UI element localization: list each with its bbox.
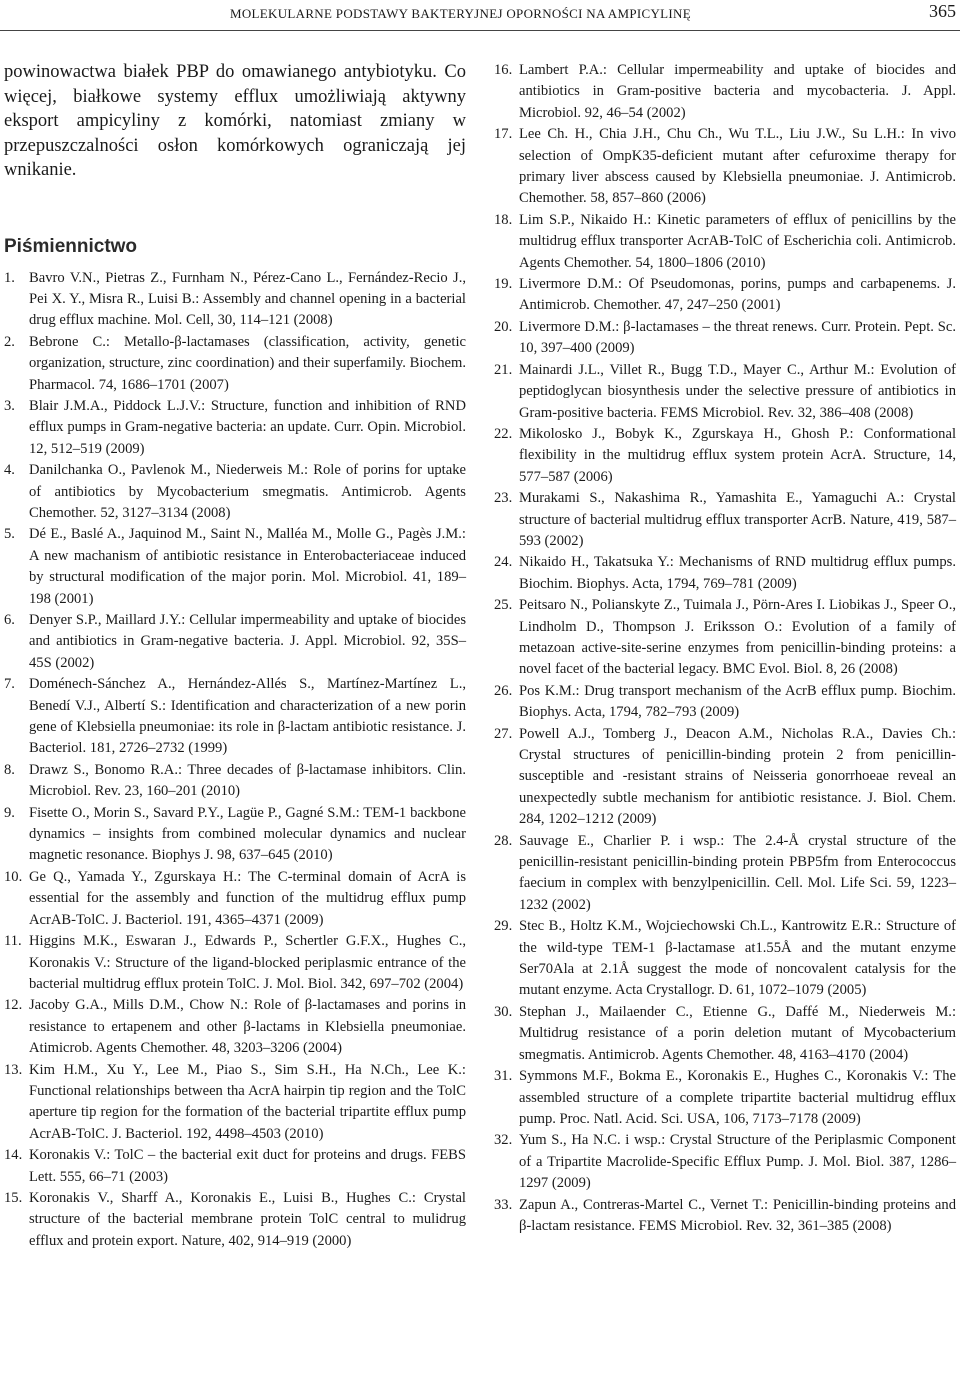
reference-text: Murakami S., Nakashima R., Yamashita E., Yamaguchi A.: Crystal structure of bacterial multidrug efflux transporter AcrB. Nature, 419, 587–593 (2002) <box>519 490 956 549</box>
reference-number: 3. <box>4 397 15 414</box>
reference-item <box>494 488 956 552</box>
reference-text: Nikaido H., Takatsuka Y.: Mechanisms of RND multidrug efflux pumps. Biochim. Biophys. Acta, 1794, 769–781 (2009) <box>519 554 956 592</box>
reference-item <box>494 595 956 681</box>
reference-item <box>4 995 466 1059</box>
reference-text: Pos K.M.: Drug transport mechanism of the AcrB efflux pump. Biochim. Biophys. Acta, 1794, 782–793 (2009) <box>519 682 956 721</box>
reference-text: Lim S.P., Nikaido H.: Kinetic parameters of efflux of penicillins by the multidrug efflux transporter AcrAB-TolC of Escherichia coli. Antimicrob. Agents Chemother. 54, 1800–1806 (2010) <box>519 211 956 271</box>
reference-number: 14. <box>4 1147 23 1164</box>
reference-item <box>494 317 956 360</box>
reference-number: 26. <box>494 682 513 699</box>
reference-number: 9. <box>4 804 15 821</box>
reference-item <box>4 268 466 332</box>
reference-item <box>4 760 466 803</box>
reference-item <box>4 460 466 524</box>
reference-number: 31. <box>494 1068 513 1085</box>
reference-text: Lambert P.A.: Cellular impermeability and uptake of biocides and antibiotics in Gram-positive bacteria and mycobacteria. J. Appl. Microbiol. 92, 46–54 (2002) <box>519 62 956 121</box>
reference-number: 8. <box>4 761 15 778</box>
reference-item <box>494 1002 956 1066</box>
reference-text: Peitsaro N., Polianskyte Z., Tuimala J., Pörn-Ares I. Liobikas J., Speer O., Lindholm D., Thompson J. Eriksson O.: Evolution of a family of metazoan active-site-serine enzymes from penicillin-binding proteins: a novel facet of the bacterial legacy. BMC Evol. Biol. 8, 26 (2008) <box>519 597 956 678</box>
reference-text: Koronakis V.: TolC – the bacterial exit duct for proteins and drugs. FEBS Lett. 555, 66–71 (2003) <box>29 1147 466 1185</box>
reference-item <box>494 831 956 917</box>
reference-number: 16. <box>494 62 513 78</box>
left-column <box>4 60 466 1252</box>
reference-text: Symmons M.F., Bokma E., Koronakis E., Hughes C., Koronakis V.: The assembled structure of a complete tripartite bacterial multidrug efflux pump. Proc. Natl. Acid. Sci. USA, 106, 7173–7178 (2009) <box>519 1068 956 1127</box>
reference-text: Drawz S., Bonomo R.A.: Three decades of β-lactamase inhibitors. Clin. Microbiol. Rev. 23, 160–201 (2010) <box>29 761 466 800</box>
reference-number: 18. <box>494 211 513 228</box>
reference-text: Denyer S.P., Maillard J.Y.: Cellular impermeability and uptake of biocides and antibiotics in Gram-negative bacteria. J. Appl. Microbiol. 92, 35S–45S (2002) <box>29 612 466 671</box>
reference-item <box>4 674 466 760</box>
reference-number: 27. <box>494 725 513 742</box>
reference-number: 4. <box>4 462 15 479</box>
reference-number: 5. <box>4 526 15 543</box>
reference-number: 11. <box>4 933 22 950</box>
reference-text: Ge Q., Yamada Y., Zgurskaya H.: The C-terminal domain of AcrA is essential for the assembly and function of the multidrug efflux pump AcrAB-TolC. J. Bacteriol. 191, 4365–4371 (2009) <box>29 868 466 928</box>
reference-text: Koronakis V., Sharff A., Koronakis E., Luisi B., Hughes C.: Crystal structure of the bacterial membrane protein TolC central to mulidrug efflux and protein export. Nature, 402, 914–919 (2000) <box>29 1189 466 1249</box>
reference-number: 33. <box>494 1196 513 1213</box>
right-column <box>494 60 956 1237</box>
reference-number: 30. <box>494 1003 513 1020</box>
reference-text: Kim H.M., Xu Y., Lee M., Piao S., Sim S.H., Ha N.Ch., Lee K.: Functional relationships between tha AcrA hairpin tip region and the TolC aperture tip region for the formation of the bacterial tripartite efflux pump AcrAB-TolC. J. Bacteriol. 192, 4498–4503 (2010) <box>29 1061 466 1142</box>
reference-text: Fisette O., Morin S., Savard P.Y., Lagüe P., Gagné S.M.: TEM-1 backbone dynamics – insights from combined molecular dynamics and nuclear magnetic resonance. Biophys J. 98, 637–645 (2010) <box>29 804 466 864</box>
reference-text: Higgins M.K., Eswaran J., Edwards P., Schertler G.F.X., Hughes C., Koronakis V.: Structure of the ligand-blocked periplasmic entrance of the bacterial multidrug efflux protein TolC. J. Mol. Biol. 342, 697–702 (2004) <box>29 933 466 992</box>
reference-item <box>4 524 466 610</box>
reference-text: Danilchanka O., Pavlenok M., Niederweis M.: Role of porins for uptake of antibiotics by Mycobacterium smegmatis. Antimicrob. Agents Chemother. 52, 3127–3134 (2008) <box>29 462 466 521</box>
reference-text: Stec B., Holtz K.M., Wojciechowski Ch.L., Kantrowitz E.R.: Structure of the wild-type TEM-1 β-lactamase at1.55Å and the mutant enzyme Ser70Ala at 2.1Å suggest the mode of noncovalent catalysis for the mutant enzyme. Acta Crystallogr. D. 61, 1072–1079 (2005) <box>519 918 956 999</box>
reference-list-right <box>494 60 956 1237</box>
reference-number: 21. <box>494 361 513 378</box>
reference-number: 15. <box>4 1189 23 1206</box>
reference-text: Bebrone C.: Metallo-β-lactamases (classification, activity, genetic organization, structure, zinc coordination) and their superfamily. Biochem. Pharmacol. 74, 1686–1701 (2007) <box>29 333 466 393</box>
reference-number: 32. <box>494 1132 513 1149</box>
reference-item <box>494 360 956 424</box>
reference-item <box>494 552 956 595</box>
reference-number: 19. <box>494 276 513 293</box>
intro-paragraph: powinowactwa białek PBP do omawianego antybiotyku. Co więcej, białkowe systemy efflux umożliwiają aktywny eksport ampicyliny z komórki, natomiast zmiany w przepuszczalności osłon komórkowych ograniczają jej wnikanie. <box>4 62 466 180</box>
reference-item <box>494 124 956 210</box>
reference-item <box>494 210 956 274</box>
reference-number: 10. <box>4 868 23 885</box>
reference-item <box>494 60 956 124</box>
reference-number: 6. <box>4 612 15 628</box>
reference-text: Jacoby G.A., Mills D.M., Chow N.: Role of β-lactamases and porins in resistance to ertapenem and other β-lactams in Klebsiella pneumoniae. Atimicrob. Agents Chemother. 48, 3203–3206 (2004) <box>29 997 466 1057</box>
reference-item <box>4 867 466 931</box>
reference-list-left <box>4 268 466 1253</box>
reference-number: 20. <box>494 318 513 335</box>
reference-item <box>4 1060 466 1146</box>
reference-text: Livermore D.M.: β-lactamases – the threat renews. Curr. Protein. Pept. Sc. 10, 397–400 (2009) <box>519 318 956 357</box>
reference-number: 28. <box>494 832 513 849</box>
reference-number: 2. <box>4 333 15 350</box>
header-rule <box>0 30 960 31</box>
reference-number: 24. <box>494 554 513 571</box>
reference-text: Yum S., Ha N.C. i wsp.: Crystal Structure of the Periplasmic Component of a Tripartite Macrolide-Specific Efflux Pump. J. Mol. Biol. 387, 1286–1297 (2009) <box>519 1132 956 1192</box>
reference-item <box>4 1145 466 1188</box>
reference-item <box>494 424 956 488</box>
section-heading: Piśmiennictwo <box>4 235 138 257</box>
reference-text: Doménech-Sánchez A., Hernández-Allés S., Martínez-Martínez L., Benedí V.J., Albertí S.: Identification and characterization of a new porin gene of Klebsiella pneumoniae: its role in β-lactam antibiotic resistance. J. Bacteriol. 181, 2726–2732 (1999) <box>29 676 466 757</box>
reference-number: 12. <box>4 997 23 1014</box>
reference-text: Stephan J., Mailaender C., Etienne G., Daffé M., Niederweis M.: Multidrug resistance of a porin deletion mutant of Mycobacterium smegmatis. Antimicrob. Agents Chemother. 48, 4163–4170 (2004) <box>519 1003 956 1063</box>
reference-text: Sauvage E., Charlier P. i wsp.: The 2.4-Å crystal structure of the penicillin-resistant penicillin-binding protein PBP5fm from Enterococcus faecium in complex with benzylpenicillin. Cell. Mol. Life Sci. 59, 1223–1232 (2002) <box>519 832 956 913</box>
reference-text: Livermore D.M.: Of Pseudomonas, porins, pumps and carbapenems. J. Antimicrob. Chemother. 47, 247–250 (2001) <box>519 276 956 314</box>
reference-text: Mikolosko J., Bobyk K., Zgurskaya H., Ghosh P.: Conformational flexibility in the multidrug efflux system protein AcrA. Structure, 14, 577–587 (2006) <box>519 425 956 485</box>
reference-text: Zapun A., Contreras-Martel C., Vernet T.: Penicillin-binding proteins and β-lactam resistance. FEMS Microbiol. Rev. 32, 361–385 (2008) <box>519 1196 956 1234</box>
reference-item <box>494 1195 956 1238</box>
reference-text: Mainardi J.L., Villet R., Bugg T.D., Mayer C., Arthur M.: Evolution of peptidoglycan biosynthesis under the selective pressure of antibiotics in Gram-positive bacteria. FEMS Microbiol. Rev. 32, 386–408 (2008) <box>519 361 956 421</box>
reference-item <box>4 610 466 674</box>
reference-item <box>4 332 466 396</box>
running-title: MOLEKULARNE PODSTAWY BAKTERYJNEJ OPORNOŚCI NA AMPICYLINĘ <box>230 6 691 21</box>
reference-item <box>494 1066 956 1130</box>
page-header <box>0 0 960 38</box>
reference-text: Dé E., Baslé A., Jaquinod M., Saint N., Malléa M., Molle G., Pagès J.M.: A new machanism of antibiotic resistance in Enterobacteriaceae induced by structural modification of the major porin. Mol. Microbiol. 41, 189–198 (2001) <box>29 526 466 607</box>
reference-number: 1. <box>4 269 15 286</box>
reference-number: 13. <box>4 1061 23 1078</box>
reference-text: Blair J.M.A., Piddock L.J.V.: Structure, function and inhibition of RND efflux pumps in Gram-negative bacteria: an update. Curr. Opin. Microbiol. 12, 512–519 (2009) <box>29 397 466 457</box>
reference-number: 22. <box>494 425 513 442</box>
reference-item <box>4 1188 466 1252</box>
reference-text: Bavro V.N., Pietras Z., Furnham N., Pérez-Cano L., Fernández-Recio J., Pei X. Y., Misra R., Luisi B.: Assembly and channel opening in a bacterial drug efflux machine. Mol. Cell, 30, 114–121 (2008) <box>29 269 466 329</box>
reference-item <box>494 916 956 1002</box>
reference-item <box>494 274 956 317</box>
reference-number: 25. <box>494 597 513 614</box>
reference-item <box>4 396 466 460</box>
reference-item <box>4 803 466 867</box>
reference-text: Powell A.J., Tomberg J., Deacon A.M., Nicholas R.A., Davies Ch.: Crystal structures of penicillin-binding protein 2 from penicillin-susceptible and -resistant strains of Neisseria gonorrhoeae reveal an unexpectedly subtle mechanism for antibiotic resistance. J. Biol. Chem. 284, 1202–1212 (2009) <box>519 725 956 828</box>
page-number: 365 <box>929 1 956 21</box>
reference-item <box>4 931 466 995</box>
reference-number: 23. <box>494 490 513 507</box>
reference-item <box>494 724 956 831</box>
reference-number: 7. <box>4 676 15 693</box>
reference-text: Lee Ch. H., Chia J.H., Chu Ch., Wu T.L., Liu J.W., Su L.H.: In vivo selection of OmpK35-deficient mutant after cefuroxime therapy for primary liver abscess caused by Klebsiella pneumoniae. J. Antimicrob. Chemother. 58, 857–860 (2006) <box>519 126 956 207</box>
reference-number: 17. <box>494 126 513 143</box>
reference-item <box>494 681 956 724</box>
reference-item <box>494 1130 956 1194</box>
reference-number: 29. <box>494 918 513 935</box>
